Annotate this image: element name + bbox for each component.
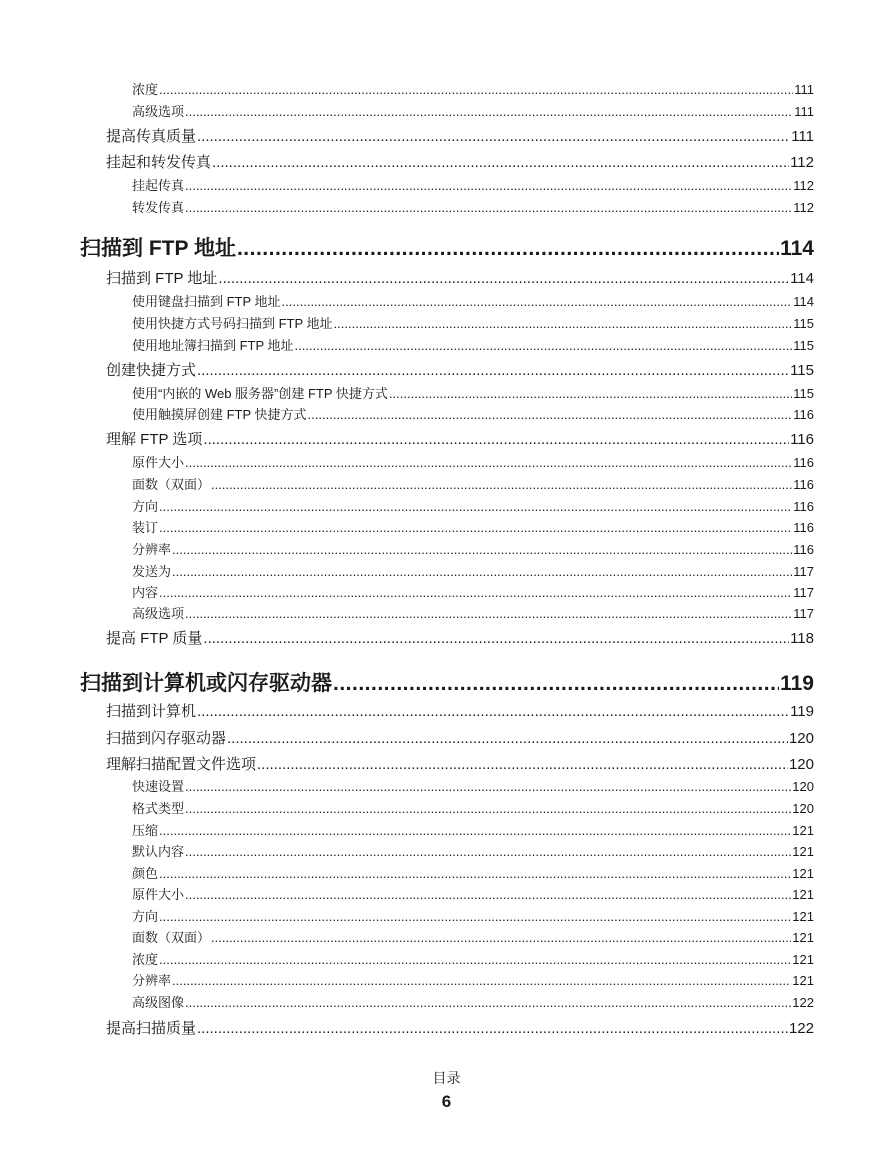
- toc-leader-dots: [185, 843, 791, 861]
- toc-entry-page: 122: [788, 1020, 814, 1037]
- toc-entry-title: 创建快捷方式: [106, 362, 197, 379]
- toc-entry[interactable]: [106, 127, 814, 147]
- toc-entry-page: 121: [792, 909, 814, 924]
- toc-entry-page: 111: [794, 82, 814, 97]
- toc-entry-title: 格式类型: [132, 801, 185, 816]
- toc-entry-page: 114: [780, 237, 814, 260]
- toc-entry-title: 理解扫描配置文件选项: [106, 756, 257, 773]
- toc-entry-page: 121: [792, 823, 814, 838]
- toc-entry[interactable]: [132, 103, 814, 121]
- toc-leader-dots: [172, 541, 792, 559]
- toc-entry[interactable]: [132, 778, 814, 796]
- toc-entry-title: 扫描到计算机: [106, 703, 197, 720]
- toc-entry-page: 119: [780, 672, 814, 695]
- toc-leader-dots: [159, 81, 793, 99]
- toc-entry[interactable]: [106, 729, 814, 749]
- toc-entry-page: 116: [790, 431, 814, 448]
- toc-entry-page: 116: [793, 455, 814, 470]
- toc-leader-dots: [159, 822, 791, 840]
- toc-entry-page: 112: [790, 154, 814, 171]
- toc-entry-page: 115: [790, 362, 814, 379]
- toc-entry[interactable]: [106, 755, 814, 775]
- toc-entry-page: 114: [793, 294, 814, 309]
- toc-entry-page: 119: [790, 703, 814, 720]
- toc-entry-title: 快速设置: [132, 779, 185, 794]
- toc-leader-dots: [389, 385, 792, 403]
- toc-entry[interactable]: [132, 908, 814, 926]
- toc-entry[interactable]: [106, 1019, 814, 1039]
- toc-entry-page: 117: [793, 564, 814, 579]
- toc-entry-page: 115: [793, 338, 814, 353]
- toc-entry-title: 颜色: [132, 866, 159, 881]
- toc-leader-dots: [211, 476, 792, 494]
- toc-leader-dots: [212, 153, 789, 173]
- toc-entry-page: 121: [792, 952, 814, 967]
- toc-entry-page: 116: [793, 477, 814, 492]
- toc-leader-dots: [159, 865, 791, 883]
- toc-entry-title: 挂起传真: [132, 178, 185, 193]
- toc-entry-page: 116: [793, 520, 814, 535]
- toc-entry-title: 默认内容: [132, 844, 185, 859]
- toc-entry-title: 内容: [132, 585, 159, 600]
- toc-entry-page: 112: [793, 178, 814, 193]
- toc-leader-dots: [185, 199, 792, 217]
- toc-entry[interactable]: [106, 269, 814, 289]
- toc-entry-title: 高级选项: [132, 606, 185, 621]
- toc-entry-page: 122: [792, 995, 814, 1010]
- toc-entry[interactable]: [132, 476, 814, 494]
- toc-leader-dots: [227, 729, 788, 749]
- toc-chapter-entry[interactable]: [80, 236, 814, 262]
- toc-leader-dots: [308, 406, 793, 424]
- toc-leader-dots: [185, 454, 792, 472]
- toc-leader-dots: [172, 563, 792, 581]
- toc-entry[interactable]: [106, 702, 814, 722]
- toc-entry-page: 116: [793, 407, 814, 422]
- toc-entry[interactable]: [132, 81, 814, 99]
- toc-leader-dots: [185, 605, 792, 623]
- toc-leader-dots: [197, 1019, 788, 1039]
- toc-entry-title: 挂起和转发传真: [106, 154, 212, 171]
- toc-entry-title: 使用键盘扫描到 FTP 地址: [132, 294, 281, 309]
- toc-entry[interactable]: [132, 385, 814, 403]
- toc-entry-title: 装订: [132, 520, 159, 535]
- toc-entry-page: 120: [792, 801, 814, 816]
- toc-entry[interactable]: [132, 199, 814, 217]
- toc-entry-page: 121: [792, 973, 814, 988]
- toc-leader-dots: [172, 972, 791, 990]
- toc-leader-dots: [197, 702, 789, 722]
- toc-entry[interactable]: [132, 498, 814, 516]
- toc-leader-dots: [159, 951, 791, 969]
- toc-entry-page: 115: [793, 316, 814, 331]
- toc-entry-title: 浓度: [132, 82, 159, 97]
- toc-entry[interactable]: [132, 454, 814, 472]
- toc-entry-page: 111: [791, 128, 814, 145]
- toc-entry-page: 114: [790, 270, 814, 287]
- toc-entry[interactable]: [132, 865, 814, 883]
- toc-entry-page: 116: [793, 499, 814, 514]
- toc-leader-dots: [218, 269, 789, 289]
- toc-entry-title: 压缩: [132, 823, 159, 838]
- toc-entry[interactable]: [132, 315, 814, 333]
- toc-entry[interactable]: [132, 843, 814, 861]
- toc-leader-dots: [203, 629, 789, 649]
- toc-entry-title: 面数（双面）: [132, 477, 211, 492]
- toc-entry-title: 扫描到计算机或闪存驱动器: [80, 672, 332, 695]
- toc-leader-dots: [185, 994, 791, 1012]
- toc-entry-title: 提高 FTP 质量: [106, 630, 203, 647]
- toc-leader-dots: [203, 430, 789, 450]
- toc-entry-page: 111: [794, 104, 814, 119]
- toc-entry-page: 121: [792, 887, 814, 902]
- toc-entry[interactable]: [132, 886, 814, 904]
- toc-leader-dots: [185, 886, 791, 904]
- toc-leader-dots: [334, 315, 793, 333]
- toc-entry[interactable]: [106, 430, 814, 450]
- toc-entry-page: 121: [792, 930, 814, 945]
- toc-entry[interactable]: [132, 519, 814, 537]
- toc-entry-page: 120: [788, 756, 814, 773]
- toc-entry-title: 扫描到闪存驱动器: [106, 730, 227, 747]
- toc-leader-dots: [185, 103, 793, 121]
- toc-entry[interactable]: [132, 951, 814, 969]
- toc-leader-dots: [211, 929, 791, 947]
- toc-entry-title: 使用快捷方式号码扫描到 FTP 地址: [132, 316, 333, 331]
- toc-entry[interactable]: [132, 337, 814, 355]
- toc-entry-title: 转发传真: [132, 200, 185, 215]
- toc-entry-page: 112: [793, 200, 814, 215]
- footer-page-number: 6: [441, 1092, 452, 1111]
- toc-entry[interactable]: [132, 605, 814, 623]
- toc-leader-dots: [185, 800, 791, 818]
- toc-entry[interactable]: [132, 929, 814, 947]
- toc-leader-dots: [185, 778, 791, 796]
- toc-entry-title: 浓度: [132, 952, 159, 967]
- toc-chapter-entry[interactable]: [80, 671, 814, 697]
- toc-entry[interactable]: [132, 800, 814, 818]
- toc-leader-dots: [159, 584, 792, 602]
- toc-entry[interactable]: [132, 994, 814, 1012]
- toc-entry-title: 发送为: [132, 564, 172, 579]
- toc-entry-title: 面数（双面）: [132, 930, 211, 945]
- toc-entry-page: 121: [792, 844, 814, 859]
- toc-entry-title: 分辨率: [132, 973, 172, 988]
- toc-entry-title: 使用地址簿扫描到 FTP 地址: [132, 338, 294, 353]
- toc-leader-dots: [197, 361, 789, 381]
- toc-entry-page: 118: [790, 630, 814, 647]
- toc-leader-dots: [159, 908, 791, 926]
- toc-entry-title: 扫描到 FTP 地址: [106, 270, 218, 287]
- toc-leader-dots: [197, 127, 790, 147]
- toc-entry-title: 使用“内嵌的 Web 服务器”创建 FTP 快捷方式: [132, 386, 388, 401]
- toc-entry[interactable]: [106, 361, 814, 381]
- toc-entry[interactable]: [132, 177, 814, 195]
- toc-leader-dots: [185, 177, 792, 195]
- toc-entry-title: 扫描到 FTP 地址: [80, 237, 236, 260]
- toc-entry-page: 117: [793, 585, 814, 600]
- toc-entry[interactable]: [132, 822, 814, 840]
- toc-entry-title: 提高传真质量: [106, 128, 197, 145]
- toc-entry-page: 120: [792, 779, 814, 794]
- toc-entry-title: 高级选项: [132, 104, 185, 119]
- toc-entry-title: 提高扫描质量: [106, 1020, 197, 1037]
- toc-entry[interactable]: [132, 972, 814, 990]
- toc-entry-title: 使用触摸屏创建 FTP 快捷方式: [132, 407, 307, 422]
- toc-entry[interactable]: [132, 406, 814, 424]
- toc-leader-dots: [333, 671, 779, 697]
- toc-entry-title: 理解 FTP 选项: [106, 431, 203, 448]
- toc-entry-title: 方向: [132, 499, 159, 514]
- toc-leader-dots: [159, 519, 792, 537]
- toc-entry-page: 115: [793, 386, 814, 401]
- toc-leader-dots: [159, 498, 792, 516]
- toc-entry-title: 分辨率: [132, 542, 172, 557]
- toc-leader-dots: [295, 337, 793, 355]
- toc-leader-dots: [282, 293, 793, 311]
- toc-entry[interactable]: [132, 563, 814, 581]
- toc-entry-title: 原件大小: [132, 887, 185, 902]
- toc-entry[interactable]: [132, 293, 814, 311]
- toc-entry-page: 121: [792, 866, 814, 881]
- toc-leader-dots: [257, 755, 788, 775]
- toc-entry[interactable]: [106, 153, 814, 173]
- toc-entry-page: 117: [793, 606, 814, 621]
- toc-entry-page: 120: [788, 730, 814, 747]
- toc-entry[interactable]: [106, 629, 814, 649]
- toc-entry-title: 原件大小: [132, 455, 185, 470]
- toc-entry-page: 116: [793, 542, 814, 557]
- toc-leader-dots: [237, 236, 779, 262]
- toc-entry-title: 高级图像: [132, 995, 185, 1010]
- toc-entry[interactable]: [132, 584, 814, 602]
- toc-entry-title: 方向: [132, 909, 159, 924]
- toc-entry[interactable]: [132, 541, 814, 559]
- footer-section-label: 目录: [432, 1070, 461, 1086]
